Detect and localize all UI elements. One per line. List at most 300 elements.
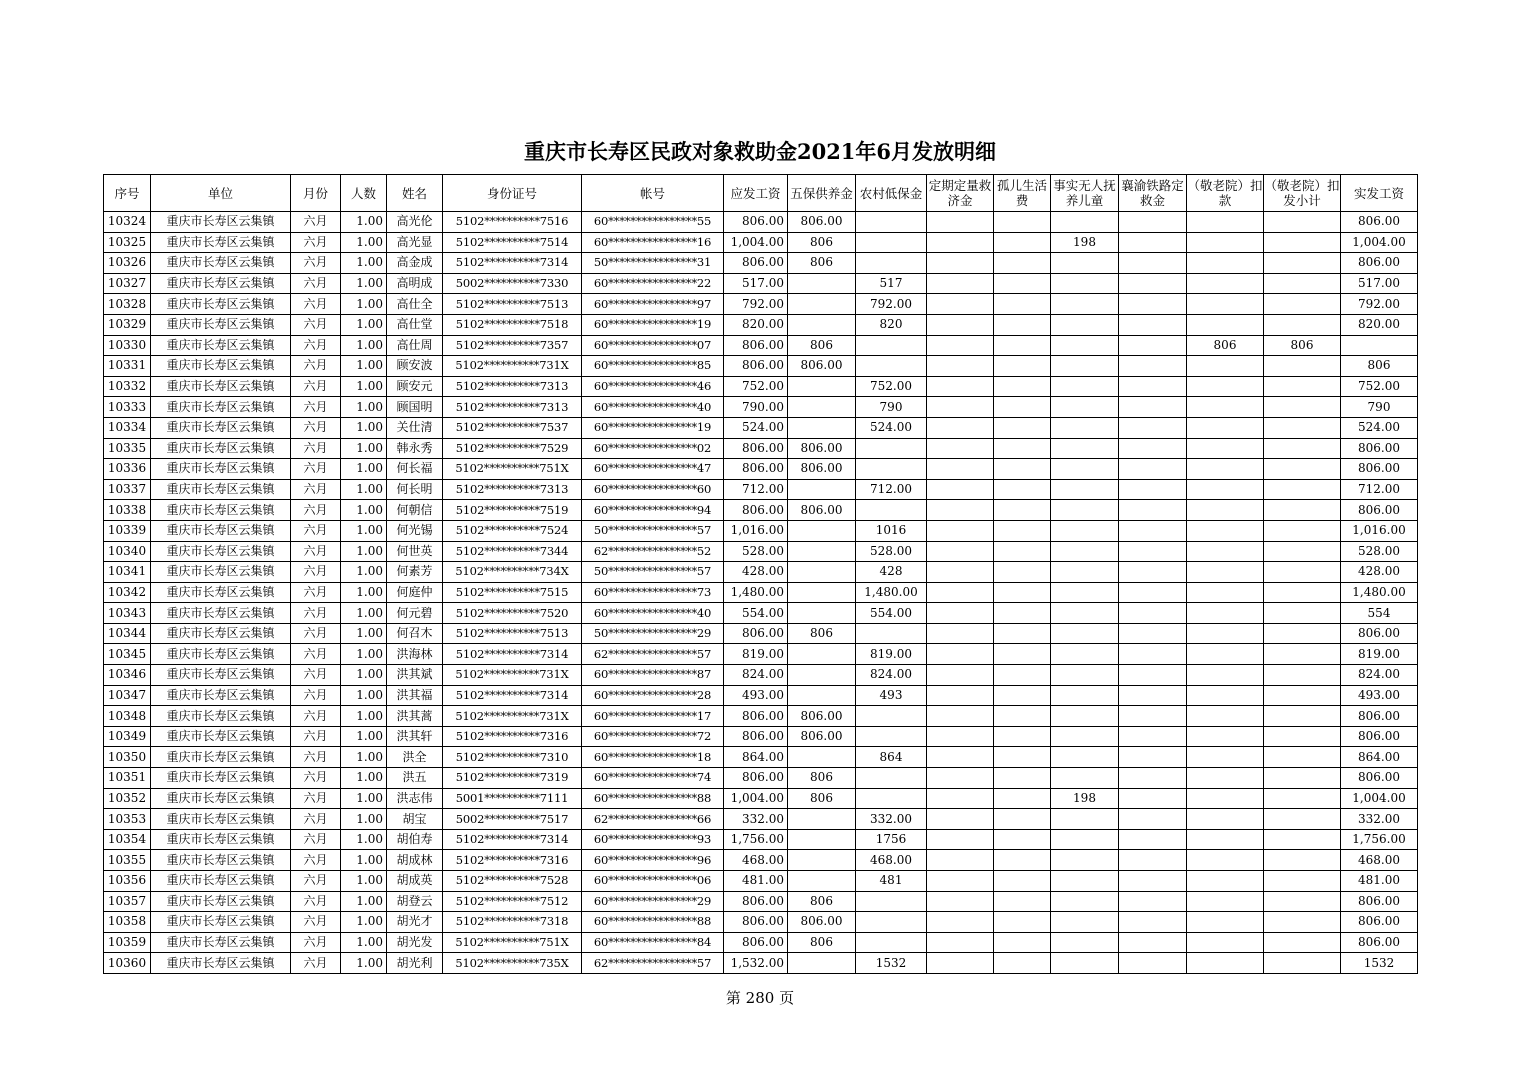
table-cell: 806.00 xyxy=(724,726,788,747)
table-cell: 六月 xyxy=(291,273,341,294)
table-cell: 1,016.00 xyxy=(1341,520,1418,541)
table-cell: 1.00 xyxy=(341,932,387,953)
table-cell: 806.00 xyxy=(788,726,856,747)
table-cell xyxy=(1119,253,1187,274)
table-cell xyxy=(927,562,994,583)
table-cell: 468.00 xyxy=(724,850,788,871)
table-cell: 重庆市长寿区云集镇 xyxy=(151,562,291,583)
table-cell: 790 xyxy=(1341,397,1418,418)
table-cell: 819.00 xyxy=(724,644,788,665)
table-cell: 10341 xyxy=(104,562,151,583)
table-cell xyxy=(1187,232,1264,253)
table-cell xyxy=(1119,685,1187,706)
table-row xyxy=(104,603,1418,624)
table-cell: 1.00 xyxy=(341,891,387,912)
table-cell: 1,004.00 xyxy=(1341,788,1418,809)
table-cell: 重庆市长寿区云集镇 xyxy=(151,212,291,233)
table-cell: 332.00 xyxy=(724,809,788,830)
table-cell xyxy=(927,603,994,624)
table-cell: 洪海林 xyxy=(387,644,443,665)
table-cell xyxy=(856,438,927,459)
table-cell: 重庆市长寿区云集镇 xyxy=(151,541,291,562)
table-cell: 六月 xyxy=(291,912,341,933)
table-row xyxy=(104,685,1418,706)
table-cell: 806.00 xyxy=(724,459,788,480)
table-cell xyxy=(994,479,1051,500)
table-cell xyxy=(1264,417,1341,438)
table-cell xyxy=(1119,829,1187,850)
column-header: 月份 xyxy=(291,175,341,212)
table-cell xyxy=(994,932,1051,953)
table-cell: 517 xyxy=(856,273,927,294)
table-cell xyxy=(1187,603,1264,624)
table-cell xyxy=(1187,500,1264,521)
table-cell xyxy=(994,665,1051,686)
table-cell: 806.00 xyxy=(1341,253,1418,274)
table-cell: 524.00 xyxy=(724,417,788,438)
table-cell xyxy=(1119,397,1187,418)
table-cell: 1.00 xyxy=(341,253,387,274)
table-cell xyxy=(994,562,1051,583)
table-cell: 62****************66 xyxy=(582,809,724,830)
table-cell xyxy=(1051,294,1119,315)
table-cell xyxy=(1187,850,1264,871)
table-cell xyxy=(1119,912,1187,933)
table-cell: 792.00 xyxy=(1341,294,1418,315)
table-cell xyxy=(927,479,994,500)
table-row xyxy=(104,829,1418,850)
table-cell: 60****************18 xyxy=(582,747,724,768)
table-cell: 60****************55 xyxy=(582,212,724,233)
table-cell: 5102**********7313 xyxy=(443,376,582,397)
table-cell xyxy=(927,623,994,644)
table-cell: 5102**********7316 xyxy=(443,850,582,871)
table-cell xyxy=(1119,809,1187,830)
table-cell xyxy=(1187,706,1264,727)
table-cell: 胡光利 xyxy=(387,953,443,974)
relief-table xyxy=(103,174,1418,974)
table-cell: 806.00 xyxy=(1341,500,1418,521)
table-cell xyxy=(1119,665,1187,686)
table-cell: 5102**********7514 xyxy=(443,232,582,253)
table-cell xyxy=(994,541,1051,562)
table-cell: 806 xyxy=(788,232,856,253)
table-cell xyxy=(927,417,994,438)
table-cell xyxy=(856,706,927,727)
table-cell xyxy=(1051,376,1119,397)
table-cell: 50****************31 xyxy=(582,253,724,274)
column-header: 农村低保金 xyxy=(856,175,927,212)
table-row xyxy=(104,747,1418,768)
table-cell: 1.00 xyxy=(341,417,387,438)
table-cell: 468.00 xyxy=(1341,850,1418,871)
table-cell: 1.00 xyxy=(341,829,387,850)
table-cell: 重庆市长寿区云集镇 xyxy=(151,788,291,809)
table-cell: 10338 xyxy=(104,500,151,521)
table-cell xyxy=(856,232,927,253)
table-cell: 10346 xyxy=(104,665,151,686)
table-cell: 10353 xyxy=(104,809,151,830)
table-cell: 50****************29 xyxy=(582,623,724,644)
table-cell: 重庆市长寿区云集镇 xyxy=(151,232,291,253)
table-cell xyxy=(927,520,994,541)
table-cell xyxy=(927,294,994,315)
table-cell xyxy=(927,582,994,603)
table-row xyxy=(104,912,1418,933)
table-cell: 1.00 xyxy=(341,376,387,397)
table-cell xyxy=(927,397,994,418)
table-cell: 198 xyxy=(1051,232,1119,253)
table-cell xyxy=(1264,850,1341,871)
table-cell: 806 xyxy=(788,788,856,809)
table-cell: 10357 xyxy=(104,891,151,912)
table-cell: 1.00 xyxy=(341,953,387,974)
table-cell: 62****************57 xyxy=(582,644,724,665)
table-cell: 819.00 xyxy=(856,644,927,665)
table-row xyxy=(104,541,1418,562)
table-cell: 806.00 xyxy=(724,356,788,377)
table-cell: 1,756.00 xyxy=(1341,829,1418,850)
table-cell xyxy=(927,438,994,459)
table-cell xyxy=(1051,500,1119,521)
column-header: 姓名 xyxy=(387,175,443,212)
table-cell: 60****************94 xyxy=(582,500,724,521)
table-cell xyxy=(1187,294,1264,315)
table-cell: 高仕周 xyxy=(387,335,443,356)
table-cell: 60****************22 xyxy=(582,273,724,294)
table-cell xyxy=(788,314,856,335)
table-cell xyxy=(1051,809,1119,830)
table-cell: 1.00 xyxy=(341,809,387,830)
table-cell xyxy=(788,582,856,603)
table-cell xyxy=(994,294,1051,315)
table-cell: 60****************93 xyxy=(582,829,724,850)
table-cell: 481 xyxy=(856,871,927,892)
table-cell: 524.00 xyxy=(1341,417,1418,438)
table-cell xyxy=(927,932,994,953)
table-cell: 重庆市长寿区云集镇 xyxy=(151,665,291,686)
table-cell: 重庆市长寿区云集镇 xyxy=(151,397,291,418)
table-cell: 60****************16 xyxy=(582,232,724,253)
table-cell xyxy=(788,644,856,665)
table-cell xyxy=(994,253,1051,274)
table-cell: 806 xyxy=(788,335,856,356)
table-cell: 胡登云 xyxy=(387,891,443,912)
table-cell xyxy=(927,314,994,335)
table-cell: 洪其福 xyxy=(387,685,443,706)
table-cell: 493.00 xyxy=(724,685,788,706)
table-cell xyxy=(1119,850,1187,871)
table-cell xyxy=(1119,726,1187,747)
table-cell: 六月 xyxy=(291,438,341,459)
table-row xyxy=(104,768,1418,789)
table-cell xyxy=(1119,582,1187,603)
table-cell: 806.00 xyxy=(724,500,788,521)
table-cell: 重庆市长寿区云集镇 xyxy=(151,273,291,294)
table-cell: 高仕全 xyxy=(387,294,443,315)
table-cell: 806.00 xyxy=(1341,623,1418,644)
table-cell: 洪其斌 xyxy=(387,665,443,686)
table-cell: 10324 xyxy=(104,212,151,233)
table-cell: 1.00 xyxy=(341,479,387,500)
table-cell: 1.00 xyxy=(341,459,387,480)
table-cell xyxy=(1051,459,1119,480)
table-cell: 517.00 xyxy=(1341,273,1418,294)
table-row xyxy=(104,397,1418,418)
page-title: 重庆市长寿区民政对象救助金2021年6月发放明细 xyxy=(523,139,997,164)
column-header: 人数 xyxy=(341,175,387,212)
table-row xyxy=(104,294,1418,315)
table-row xyxy=(104,850,1418,871)
table-cell: 10354 xyxy=(104,829,151,850)
table-cell xyxy=(856,788,927,809)
table-cell xyxy=(1051,253,1119,274)
table-cell xyxy=(788,747,856,768)
table-cell xyxy=(927,356,994,377)
table-cell xyxy=(1187,932,1264,953)
table-cell xyxy=(927,809,994,830)
table-cell xyxy=(788,562,856,583)
table-cell xyxy=(994,850,1051,871)
table-cell xyxy=(856,932,927,953)
table-cell xyxy=(1264,459,1341,480)
table-cell: 六月 xyxy=(291,665,341,686)
table-cell xyxy=(856,891,927,912)
table-cell: 10329 xyxy=(104,314,151,335)
table-cell xyxy=(927,335,994,356)
table-cell xyxy=(994,706,1051,727)
table-cell: 10340 xyxy=(104,541,151,562)
table-cell: 528.00 xyxy=(724,541,788,562)
table-cell xyxy=(927,871,994,892)
table-cell: 60****************19 xyxy=(582,417,724,438)
table-cell: 重庆市长寿区云集镇 xyxy=(151,706,291,727)
table-cell: 1,480.00 xyxy=(1341,582,1418,603)
table-cell: 六月 xyxy=(291,829,341,850)
table-cell xyxy=(1187,685,1264,706)
table-cell: 胡宝 xyxy=(387,809,443,830)
table-cell: 806.00 xyxy=(724,932,788,953)
table-cell xyxy=(1187,891,1264,912)
table-cell xyxy=(927,953,994,974)
table-cell: 六月 xyxy=(291,747,341,768)
table-cell xyxy=(994,768,1051,789)
table-cell: 1.00 xyxy=(341,212,387,233)
table-cell: 62****************57 xyxy=(582,953,724,974)
table-cell: 10327 xyxy=(104,273,151,294)
table-cell xyxy=(1187,438,1264,459)
table-cell xyxy=(994,459,1051,480)
table-cell xyxy=(994,788,1051,809)
table-cell: 六月 xyxy=(291,788,341,809)
table-cell: 60****************40 xyxy=(582,603,724,624)
table-cell xyxy=(1051,665,1119,686)
table-cell xyxy=(1264,665,1341,686)
table-cell: 1.00 xyxy=(341,335,387,356)
table-cell: 792.00 xyxy=(856,294,927,315)
table-cell xyxy=(1051,953,1119,974)
table-cell: 重庆市长寿区云集镇 xyxy=(151,500,291,521)
table-cell: 六月 xyxy=(291,685,341,706)
table-cell xyxy=(1187,953,1264,974)
table-cell xyxy=(927,747,994,768)
table-cell: 何召木 xyxy=(387,623,443,644)
table-cell xyxy=(927,232,994,253)
table-cell: 806.00 xyxy=(724,891,788,912)
table-cell: 806.00 xyxy=(724,335,788,356)
table-cell: 重庆市长寿区云集镇 xyxy=(151,829,291,850)
table-cell: 10358 xyxy=(104,912,151,933)
table-cell: 六月 xyxy=(291,253,341,274)
table-cell xyxy=(1187,520,1264,541)
table-cell xyxy=(1119,603,1187,624)
table-cell: 六月 xyxy=(291,459,341,480)
table-cell: 806.00 xyxy=(1341,912,1418,933)
table-row xyxy=(104,314,1418,335)
table-header-row xyxy=(104,175,1418,212)
table-cell: 六月 xyxy=(291,314,341,335)
table-cell: 468.00 xyxy=(856,850,927,871)
table-cell: 712.00 xyxy=(1341,479,1418,500)
table-cell: 806 xyxy=(788,768,856,789)
table-cell: 10332 xyxy=(104,376,151,397)
table-cell: 806.00 xyxy=(1341,706,1418,727)
table-cell: 806 xyxy=(788,891,856,912)
table-cell: 5102**********7513 xyxy=(443,294,582,315)
table-cell xyxy=(788,376,856,397)
table-cell: 洪全 xyxy=(387,747,443,768)
table-cell: 六月 xyxy=(291,768,341,789)
table-cell xyxy=(1051,623,1119,644)
table-cell xyxy=(1264,294,1341,315)
table-cell xyxy=(1119,932,1187,953)
table-cell: 何元碧 xyxy=(387,603,443,624)
table-cell xyxy=(927,273,994,294)
table-cell: 重庆市长寿区云集镇 xyxy=(151,376,291,397)
table-cell xyxy=(994,356,1051,377)
table-cell xyxy=(788,417,856,438)
table-cell: 1.00 xyxy=(341,314,387,335)
table-cell xyxy=(994,397,1051,418)
table-cell: 重庆市长寿区云集镇 xyxy=(151,479,291,500)
table-cell xyxy=(1051,747,1119,768)
column-header: 襄渝铁路定救金 xyxy=(1119,175,1187,212)
table-cell: 806 xyxy=(1187,335,1264,356)
table-cell: 60****************72 xyxy=(582,726,724,747)
table-cell xyxy=(1187,788,1264,809)
table-cell xyxy=(856,212,927,233)
table-cell: 806.00 xyxy=(788,459,856,480)
table-cell xyxy=(1187,397,1264,418)
table-cell xyxy=(1187,768,1264,789)
table-cell: 1.00 xyxy=(341,294,387,315)
table-cell: 10326 xyxy=(104,253,151,274)
table-cell xyxy=(788,294,856,315)
table-cell: 5102**********7316 xyxy=(443,726,582,747)
table-cell: 806.00 xyxy=(724,623,788,644)
table-cell: 重庆市长寿区云集镇 xyxy=(151,726,291,747)
table-cell: 198 xyxy=(1051,788,1119,809)
table-cell: 1.00 xyxy=(341,397,387,418)
table-cell: 何素芳 xyxy=(387,562,443,583)
table-cell: 10349 xyxy=(104,726,151,747)
table-cell: 60****************74 xyxy=(582,768,724,789)
table-cell xyxy=(1264,253,1341,274)
table-cell: 1,480.00 xyxy=(724,582,788,603)
column-header: 实发工资 xyxy=(1341,175,1418,212)
table-cell: 六月 xyxy=(291,479,341,500)
table-cell: 胡光才 xyxy=(387,912,443,933)
table-cell: 806.00 xyxy=(1341,768,1418,789)
table-cell: 1.00 xyxy=(341,562,387,583)
table-cell: 重庆市长寿区云集镇 xyxy=(151,459,291,480)
table-cell xyxy=(856,912,927,933)
table-row xyxy=(104,871,1418,892)
table-cell: 六月 xyxy=(291,356,341,377)
table-cell: 1532 xyxy=(856,953,927,974)
table-cell xyxy=(1119,788,1187,809)
column-header: 身份证号 xyxy=(443,175,582,212)
table-cell xyxy=(856,253,927,274)
table-cell: 806.00 xyxy=(1341,726,1418,747)
table-cell xyxy=(1264,603,1341,624)
table-cell xyxy=(994,891,1051,912)
table-cell: 806 xyxy=(788,932,856,953)
table-cell xyxy=(1187,726,1264,747)
table-cell xyxy=(994,438,1051,459)
table-row xyxy=(104,891,1418,912)
table-cell xyxy=(788,685,856,706)
table-cell xyxy=(994,747,1051,768)
table-cell: 六月 xyxy=(291,397,341,418)
table-row xyxy=(104,438,1418,459)
table-cell: 5102**********7524 xyxy=(443,520,582,541)
table-cell: 806.00 xyxy=(724,438,788,459)
table-cell: 10360 xyxy=(104,953,151,974)
table-cell: 5002**********7330 xyxy=(443,273,582,294)
table-cell xyxy=(856,335,927,356)
table-cell: 何长福 xyxy=(387,459,443,480)
table-cell: 806.00 xyxy=(788,356,856,377)
table-cell: 1.00 xyxy=(341,356,387,377)
table-cell: 重庆市长寿区云集镇 xyxy=(151,850,291,871)
table-cell: 10330 xyxy=(104,335,151,356)
table-cell xyxy=(1051,479,1119,500)
table-row xyxy=(104,417,1418,438)
table-cell: 1.00 xyxy=(341,541,387,562)
table-cell xyxy=(1119,706,1187,727)
table-cell xyxy=(788,850,856,871)
table-cell: 5102**********7314 xyxy=(443,829,582,850)
table-cell xyxy=(1187,644,1264,665)
table-cell: 1.00 xyxy=(341,726,387,747)
column-header: 五保供养金 xyxy=(788,175,856,212)
table-cell xyxy=(927,685,994,706)
table-cell xyxy=(1264,932,1341,953)
table-cell xyxy=(788,520,856,541)
table-cell: 重庆市长寿区云集镇 xyxy=(151,294,291,315)
table-cell xyxy=(1187,665,1264,686)
table-cell: 60****************88 xyxy=(582,788,724,809)
table-cell: 5102**********7518 xyxy=(443,314,582,335)
table-cell: 428.00 xyxy=(1341,562,1418,583)
table-cell xyxy=(994,376,1051,397)
table-cell xyxy=(1119,644,1187,665)
table-cell xyxy=(1187,562,1264,583)
table-cell xyxy=(1051,417,1119,438)
table-cell: 332.00 xyxy=(856,809,927,830)
table-cell: 重庆市长寿区云集镇 xyxy=(151,356,291,377)
